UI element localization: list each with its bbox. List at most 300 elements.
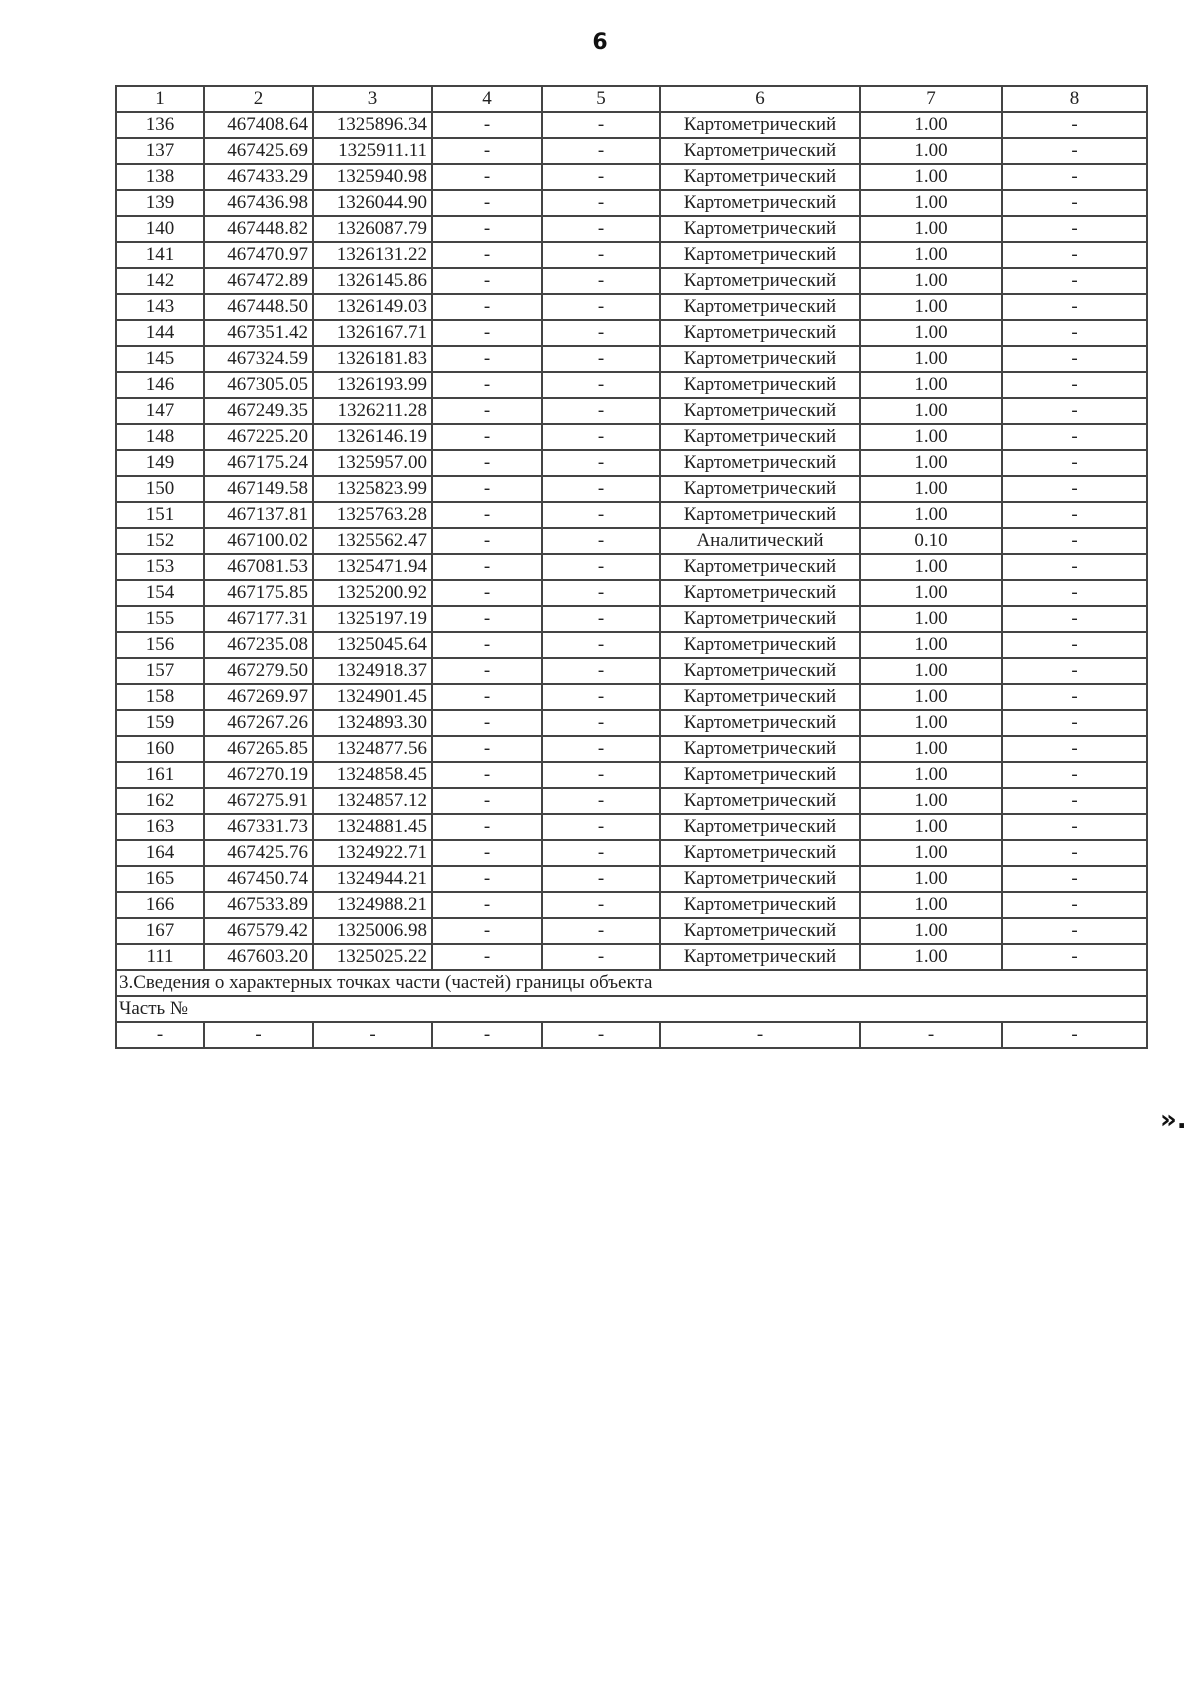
col4-cell: - (432, 450, 542, 476)
y-coordinate-cell: 1325957.00 (313, 450, 432, 476)
part-label-row (116, 996, 1147, 1022)
point-number-cell: 157 (116, 658, 204, 684)
col8-cell: - (1002, 892, 1147, 918)
accuracy-cell: 1.00 (860, 762, 1002, 788)
point-number-cell: 148 (116, 424, 204, 450)
col5-cell: - (542, 398, 660, 424)
table-row (116, 268, 1147, 294)
y-coordinate-cell: 1326146.19 (313, 424, 432, 450)
table-row (116, 502, 1147, 528)
col5-cell: - (542, 892, 660, 918)
col4-cell: - (432, 476, 542, 502)
accuracy-cell: 1.00 (860, 268, 1002, 294)
col4-cell: - (432, 762, 542, 788)
table-row (116, 606, 1147, 632)
x-coordinate-cell: 467269.97 (204, 684, 313, 710)
y-coordinate-cell: 1326181.83 (313, 346, 432, 372)
col4-cell: - (432, 320, 542, 346)
col4-cell: - (432, 684, 542, 710)
y-coordinate-cell: 1325197.19 (313, 606, 432, 632)
point-number-cell: 159 (116, 710, 204, 736)
col5-cell: - (542, 502, 660, 528)
y-coordinate-cell: 1324918.37 (313, 658, 432, 684)
point-number-cell: 162 (116, 788, 204, 814)
x-coordinate-cell: 467533.89 (204, 892, 313, 918)
point-number-cell: 137 (116, 138, 204, 164)
accuracy-cell: 0.10 (860, 528, 1002, 554)
col8-cell: - (1002, 450, 1147, 476)
part-cell: - (542, 1022, 660, 1048)
y-coordinate-cell: 1326087.79 (313, 216, 432, 242)
col8-cell: - (1002, 788, 1147, 814)
col8-cell: - (1002, 320, 1147, 346)
method-cell: Картометрический (660, 632, 860, 658)
table-row (116, 112, 1147, 138)
table-row (116, 866, 1147, 892)
col8-cell: - (1002, 918, 1147, 944)
point-number-cell: 163 (116, 814, 204, 840)
col5-cell: - (542, 476, 660, 502)
y-coordinate-cell: 1324922.71 (313, 840, 432, 866)
method-cell: Картометрический (660, 944, 860, 970)
x-coordinate-cell: 467275.91 (204, 788, 313, 814)
col5-cell: - (542, 918, 660, 944)
point-number-cell: 167 (116, 918, 204, 944)
col4-cell: - (432, 892, 542, 918)
table-row (116, 762, 1147, 788)
accuracy-cell: 1.00 (860, 918, 1002, 944)
x-coordinate-cell: 467279.50 (204, 658, 313, 684)
accuracy-cell: 1.00 (860, 242, 1002, 268)
col4-cell: - (432, 918, 542, 944)
method-cell: Картометрический (660, 372, 860, 398)
col5-cell: - (542, 528, 660, 554)
table-row (116, 164, 1147, 190)
column-header: 7 (860, 86, 1002, 112)
y-coordinate-cell: 1326211.28 (313, 398, 432, 424)
point-number-cell: 165 (116, 866, 204, 892)
accuracy-cell: 1.00 (860, 450, 1002, 476)
table-row (116, 450, 1147, 476)
col5-cell: - (542, 840, 660, 866)
col5-cell: - (542, 788, 660, 814)
table-row (116, 944, 1147, 970)
x-coordinate-cell: 467425.69 (204, 138, 313, 164)
part-cell: - (860, 1022, 1002, 1048)
y-coordinate-cell: 1325025.22 (313, 944, 432, 970)
col5-cell: - (542, 372, 660, 398)
col5-cell: - (542, 866, 660, 892)
col8-cell: - (1002, 814, 1147, 840)
point-number-cell: 164 (116, 840, 204, 866)
point-number-cell: 166 (116, 892, 204, 918)
accuracy-cell: 1.00 (860, 788, 1002, 814)
accuracy-cell: 1.00 (860, 658, 1002, 684)
col4-cell: - (432, 424, 542, 450)
y-coordinate-cell: 1326044.90 (313, 190, 432, 216)
x-coordinate-cell: 467235.08 (204, 632, 313, 658)
method-cell: Картометрический (660, 502, 860, 528)
part-cell: - (1002, 1022, 1147, 1048)
accuracy-cell: 1.00 (860, 346, 1002, 372)
method-cell: Картометрический (660, 892, 860, 918)
col5-cell: - (542, 762, 660, 788)
x-coordinate-cell: 467305.05 (204, 372, 313, 398)
accuracy-cell: 1.00 (860, 684, 1002, 710)
table-row (116, 814, 1147, 840)
accuracy-cell: 1.00 (860, 216, 1002, 242)
method-cell: Картометрический (660, 476, 860, 502)
part-label: Часть № (116, 996, 1147, 1022)
method-cell: Картометрический (660, 762, 860, 788)
x-coordinate-cell: 467137.81 (204, 502, 313, 528)
section-title: 3.Сведения о характерных точках части (частей) границы объекта (116, 970, 1147, 996)
table-row (116, 788, 1147, 814)
col5-cell: - (542, 190, 660, 216)
part-cell: - (204, 1022, 313, 1048)
column-header: 6 (660, 86, 860, 112)
x-coordinate-cell: 467249.35 (204, 398, 313, 424)
col8-cell: - (1002, 736, 1147, 762)
col5-cell: - (542, 814, 660, 840)
col8-cell: - (1002, 502, 1147, 528)
x-coordinate-cell: 467436.98 (204, 190, 313, 216)
method-cell: Картометрический (660, 918, 860, 944)
y-coordinate-cell: 1325200.92 (313, 580, 432, 606)
col8-cell: - (1002, 554, 1147, 580)
col8-cell: - (1002, 866, 1147, 892)
accuracy-cell: 1.00 (860, 398, 1002, 424)
col4-cell: - (432, 866, 542, 892)
column-header: 5 (542, 86, 660, 112)
x-coordinate-cell: 467425.76 (204, 840, 313, 866)
x-coordinate-cell: 467175.85 (204, 580, 313, 606)
method-cell: Картометрический (660, 554, 860, 580)
x-coordinate-cell: 467267.26 (204, 710, 313, 736)
accuracy-cell: 1.00 (860, 190, 1002, 216)
column-header: 2 (204, 86, 313, 112)
part-data-row (116, 1022, 1147, 1048)
x-coordinate-cell: 467265.85 (204, 736, 313, 762)
y-coordinate-cell: 1325763.28 (313, 502, 432, 528)
point-number-cell: 147 (116, 398, 204, 424)
col8-cell: - (1002, 840, 1147, 866)
method-cell: Картометрический (660, 814, 860, 840)
table-body (116, 86, 1147, 1048)
col4-cell: - (432, 372, 542, 398)
col4-cell: - (432, 502, 542, 528)
x-coordinate-cell: 467472.89 (204, 268, 313, 294)
col4-cell: - (432, 268, 542, 294)
col5-cell: - (542, 710, 660, 736)
accuracy-cell: 1.00 (860, 164, 1002, 190)
col8-cell: - (1002, 632, 1147, 658)
y-coordinate-cell: 1324901.45 (313, 684, 432, 710)
y-coordinate-cell: 1324858.45 (313, 762, 432, 788)
method-cell: Картометрический (660, 216, 860, 242)
accuracy-cell: 1.00 (860, 112, 1002, 138)
method-cell: Картометрический (660, 684, 860, 710)
col4-cell: - (432, 138, 542, 164)
col5-cell: - (542, 216, 660, 242)
point-number-cell: 142 (116, 268, 204, 294)
point-number-cell: 144 (116, 320, 204, 346)
col8-cell: - (1002, 684, 1147, 710)
method-cell: Картометрический (660, 138, 860, 164)
col4-cell: - (432, 294, 542, 320)
accuracy-cell: 1.00 (860, 502, 1002, 528)
section-row (116, 970, 1147, 996)
table-row (116, 476, 1147, 502)
header-row (116, 86, 1147, 112)
col5-cell: - (542, 632, 660, 658)
col8-cell: - (1002, 138, 1147, 164)
y-coordinate-cell: 1325896.34 (313, 112, 432, 138)
col4-cell: - (432, 216, 542, 242)
col8-cell: - (1002, 476, 1147, 502)
col8-cell: - (1002, 606, 1147, 632)
method-cell: Картометрический (660, 710, 860, 736)
column-header: 1 (116, 86, 204, 112)
x-coordinate-cell: 467351.42 (204, 320, 313, 346)
method-cell: Картометрический (660, 606, 860, 632)
part-cell: - (116, 1022, 204, 1048)
col4-cell: - (432, 398, 542, 424)
col8-cell: - (1002, 424, 1147, 450)
col5-cell: - (542, 580, 660, 606)
table-row (116, 424, 1147, 450)
y-coordinate-cell: 1325823.99 (313, 476, 432, 502)
point-number-cell: 150 (116, 476, 204, 502)
col8-cell: - (1002, 372, 1147, 398)
point-number-cell: 158 (116, 684, 204, 710)
method-cell: Картометрический (660, 580, 860, 606)
y-coordinate-cell: 1324877.56 (313, 736, 432, 762)
method-cell: Картометрический (660, 788, 860, 814)
table-row (116, 138, 1147, 164)
y-coordinate-cell: 1326149.03 (313, 294, 432, 320)
method-cell: Картометрический (660, 840, 860, 866)
x-coordinate-cell: 467433.29 (204, 164, 313, 190)
col5-cell: - (542, 320, 660, 346)
table-row (116, 632, 1147, 658)
part-cell: - (432, 1022, 542, 1048)
table-row (116, 840, 1147, 866)
col4-cell: - (432, 632, 542, 658)
table-row (116, 528, 1147, 554)
col8-cell: - (1002, 398, 1147, 424)
accuracy-cell: 1.00 (860, 944, 1002, 970)
point-number-cell: 153 (116, 554, 204, 580)
y-coordinate-cell: 1325562.47 (313, 528, 432, 554)
y-coordinate-cell: 1326193.99 (313, 372, 432, 398)
table-row (116, 190, 1147, 216)
method-cell: Картометрический (660, 242, 860, 268)
point-number-cell: 161 (116, 762, 204, 788)
col8-cell: - (1002, 580, 1147, 606)
y-coordinate-cell: 1325911.11 (313, 138, 432, 164)
column-header: 3 (313, 86, 432, 112)
table-row (116, 710, 1147, 736)
accuracy-cell: 1.00 (860, 736, 1002, 762)
accuracy-cell: 1.00 (860, 138, 1002, 164)
x-coordinate-cell: 467450.74 (204, 866, 313, 892)
col4-cell: - (432, 840, 542, 866)
accuracy-cell: 1.00 (860, 840, 1002, 866)
point-number-cell: 145 (116, 346, 204, 372)
method-cell: Картометрический (660, 424, 860, 450)
y-coordinate-cell: 1326131.22 (313, 242, 432, 268)
method-cell: Картометрический (660, 398, 860, 424)
table-row (116, 372, 1147, 398)
y-coordinate-cell: 1325006.98 (313, 918, 432, 944)
method-cell: Картометрический (660, 294, 860, 320)
col4-cell: - (432, 710, 542, 736)
part-cell: - (660, 1022, 860, 1048)
col5-cell: - (542, 294, 660, 320)
x-coordinate-cell: 467324.59 (204, 346, 313, 372)
method-cell: Картометрический (660, 164, 860, 190)
col8-cell: - (1002, 164, 1147, 190)
y-coordinate-cell: 1325471.94 (313, 554, 432, 580)
point-number-cell: 154 (116, 580, 204, 606)
page-number: 6 (592, 30, 608, 55)
col8-cell: - (1002, 762, 1147, 788)
col8-cell: - (1002, 294, 1147, 320)
col5-cell: - (542, 450, 660, 476)
point-number-cell: 141 (116, 242, 204, 268)
col4-cell: - (432, 112, 542, 138)
method-cell: Картометрический (660, 190, 860, 216)
y-coordinate-cell: 1324988.21 (313, 892, 432, 918)
method-cell: Картометрический (660, 658, 860, 684)
method-cell: Картометрический (660, 866, 860, 892)
point-number-cell: 151 (116, 502, 204, 528)
table-row (116, 918, 1147, 944)
col5-cell: - (542, 242, 660, 268)
accuracy-cell: 1.00 (860, 814, 1002, 840)
col4-cell: - (432, 190, 542, 216)
x-coordinate-cell: 467603.20 (204, 944, 313, 970)
method-cell: Картометрический (660, 736, 860, 762)
col4-cell: - (432, 606, 542, 632)
y-coordinate-cell: 1324893.30 (313, 710, 432, 736)
accuracy-cell: 1.00 (860, 424, 1002, 450)
method-cell: Картометрический (660, 450, 860, 476)
point-number-cell: 160 (116, 736, 204, 762)
point-number-cell: 156 (116, 632, 204, 658)
column-header: 4 (432, 86, 542, 112)
col4-cell: - (432, 346, 542, 372)
x-coordinate-cell: 467149.58 (204, 476, 313, 502)
col5-cell: - (542, 424, 660, 450)
y-coordinate-cell: 1324944.21 (313, 866, 432, 892)
accuracy-cell: 1.00 (860, 866, 1002, 892)
y-coordinate-cell: 1326167.71 (313, 320, 432, 346)
method-cell: Картометрический (660, 112, 860, 138)
col5-cell: - (542, 606, 660, 632)
col4-cell: - (432, 788, 542, 814)
table-row (116, 294, 1147, 320)
accuracy-cell: 1.00 (860, 372, 1002, 398)
col8-cell: - (1002, 216, 1147, 242)
y-coordinate-cell: 1324881.45 (313, 814, 432, 840)
table-row (116, 684, 1147, 710)
table-row (116, 892, 1147, 918)
col5-cell: - (542, 346, 660, 372)
y-coordinate-cell: 1324857.12 (313, 788, 432, 814)
point-number-cell: 149 (116, 450, 204, 476)
col4-cell: - (432, 528, 542, 554)
x-coordinate-cell: 467408.64 (204, 112, 313, 138)
col4-cell: - (432, 164, 542, 190)
col5-cell: - (542, 684, 660, 710)
col4-cell: - (432, 814, 542, 840)
x-coordinate-cell: 467225.20 (204, 424, 313, 450)
table-row (116, 320, 1147, 346)
col8-cell: - (1002, 190, 1147, 216)
accuracy-cell: 1.00 (860, 320, 1002, 346)
col8-cell: - (1002, 658, 1147, 684)
method-cell: Картометрический (660, 346, 860, 372)
col4-cell: - (432, 658, 542, 684)
x-coordinate-cell: 467448.50 (204, 294, 313, 320)
point-number-cell: 143 (116, 294, 204, 320)
point-number-cell: 152 (116, 528, 204, 554)
table-row (116, 658, 1147, 684)
x-coordinate-cell: 467270.19 (204, 762, 313, 788)
part-cell: - (313, 1022, 432, 1048)
point-number-cell: 146 (116, 372, 204, 398)
x-coordinate-cell: 467175.24 (204, 450, 313, 476)
accuracy-cell: 1.00 (860, 710, 1002, 736)
table-row (116, 242, 1147, 268)
accuracy-cell: 1.00 (860, 294, 1002, 320)
point-number-cell: 111 (116, 944, 204, 970)
table-row (116, 216, 1147, 242)
col5-cell: - (542, 554, 660, 580)
accuracy-cell: 1.00 (860, 554, 1002, 580)
col8-cell: - (1002, 528, 1147, 554)
col5-cell: - (542, 658, 660, 684)
col8-cell: - (1002, 346, 1147, 372)
col8-cell: - (1002, 242, 1147, 268)
closing-quote: ». (1160, 1105, 1187, 1135)
point-number-cell: 138 (116, 164, 204, 190)
accuracy-cell: 1.00 (860, 476, 1002, 502)
coordinates-table (115, 85, 1148, 1049)
method-cell: Картометрический (660, 320, 860, 346)
point-number-cell: 155 (116, 606, 204, 632)
accuracy-cell: 1.00 (860, 606, 1002, 632)
col4-cell: - (432, 944, 542, 970)
accuracy-cell: 1.00 (860, 892, 1002, 918)
point-number-cell: 140 (116, 216, 204, 242)
col4-cell: - (432, 242, 542, 268)
point-number-cell: 139 (116, 190, 204, 216)
col4-cell: - (432, 554, 542, 580)
x-coordinate-cell: 467177.31 (204, 606, 313, 632)
table-row (116, 346, 1147, 372)
x-coordinate-cell: 467081.53 (204, 554, 313, 580)
x-coordinate-cell: 467470.97 (204, 242, 313, 268)
table-row (116, 398, 1147, 424)
col5-cell: - (542, 268, 660, 294)
col8-cell: - (1002, 710, 1147, 736)
col4-cell: - (432, 736, 542, 762)
point-number-cell: 136 (116, 112, 204, 138)
accuracy-cell: 1.00 (860, 632, 1002, 658)
